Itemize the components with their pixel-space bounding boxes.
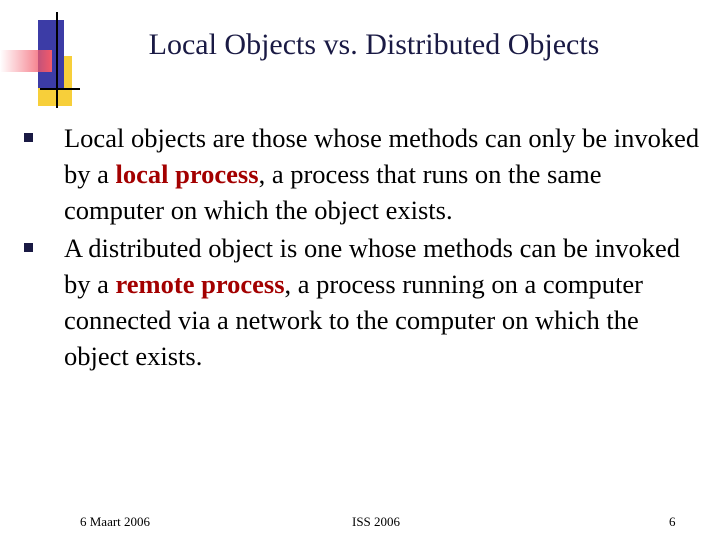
footer-center: ISS 2006 bbox=[352, 514, 401, 529]
horizontal-line bbox=[40, 88, 80, 90]
red-bar bbox=[0, 50, 52, 72]
square-bullet-icon bbox=[24, 133, 33, 142]
bullet-text: A distributed object is one whose methods can be invoked by a bbox=[64, 233, 681, 299]
emphasis-text: local process bbox=[115, 159, 259, 189]
bullet-text: , a process that runs on the same computer on which the object exists. bbox=[64, 159, 602, 225]
bullet-text: , a process running on a computer connected via a network to the computer on which the object exists. bbox=[64, 269, 643, 371]
square-bullet-icon bbox=[24, 243, 33, 252]
bullet-item bbox=[20, 230, 700, 374]
footer-date: 6 Maart 2006 bbox=[80, 514, 151, 529]
emphasis-text: remote process bbox=[115, 269, 285, 299]
vertical-line bbox=[56, 12, 58, 108]
slide-title: Local Objects vs. Distributed Objects bbox=[148, 28, 600, 61]
page-number: 6 bbox=[669, 514, 676, 529]
bullet-item bbox=[20, 120, 700, 228]
bullet-text: Local objects are those whose methods can only be invoked by a bbox=[64, 123, 700, 189]
bullet-list bbox=[20, 120, 700, 376]
